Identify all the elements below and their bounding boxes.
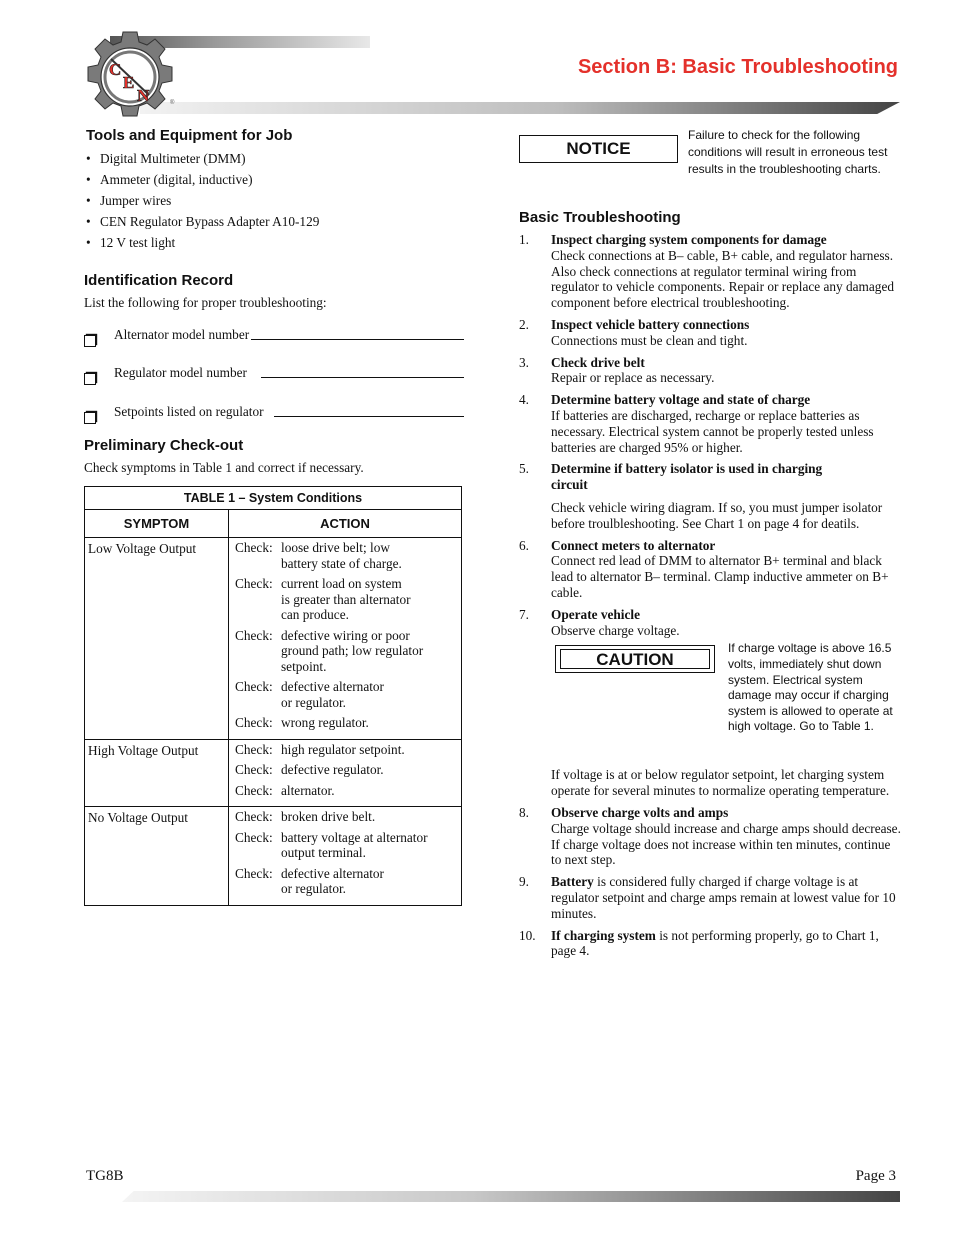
preliminary-heading: Preliminary Check-out — [84, 437, 244, 454]
step-number: 8. — [519, 804, 529, 820]
action-line: defective alternator — [281, 679, 384, 694]
list-item — [519, 607, 901, 799]
identification-heading: Identification Record — [84, 272, 234, 289]
basic-troubleshooting-heading: Basic Troubleshooting — [519, 209, 681, 226]
list-item — [519, 232, 901, 311]
check-label: Check: — [235, 576, 273, 591]
column-header-action: ACTION — [229, 510, 462, 538]
checkbox-icon[interactable] — [84, 373, 96, 385]
identification-intro: List the following for proper troubleshooting: — [84, 295, 327, 310]
action-line: defective wiring or poor — [281, 627, 410, 643]
step-text: Charge voltage should increase and charge amps should decrease. If charge voltage does not increase within ten minutes, continue to next step. — [551, 820, 901, 868]
action-line: high regulator setpoint. — [281, 741, 405, 757]
step-title: Connect meters to alternator — [551, 537, 716, 553]
table-caption: TABLE 1 – System Conditions — [85, 487, 462, 510]
symptom-cell: Low Voltage Output — [85, 538, 229, 740]
action-line: can produce. — [281, 607, 349, 622]
step-number: 10. — [519, 927, 536, 943]
step-title: Check drive belt — [551, 354, 645, 370]
list-item: • 12 V test light — [86, 232, 464, 253]
step-number: 3. — [519, 354, 529, 370]
footer-document-id: TG8B — [86, 1168, 124, 1184]
step-title: Battery — [551, 874, 594, 890]
step-text: Check vehicle wiring diagram. If so, you must jumper isolator before troulbleshooting. See Chart 1 on page 4 for deatils. — [551, 499, 883, 531]
tools-list — [86, 148, 464, 253]
check-label: Check: — [235, 627, 273, 643]
list-item: • Digital Multimeter (DMM) — [86, 148, 464, 169]
field-label: Regulator model number — [114, 365, 247, 380]
logo-letter-e: E — [123, 73, 135, 92]
action-item — [235, 783, 461, 799]
action-line: defective regulator. — [281, 762, 384, 777]
left-column — [84, 127, 464, 906]
system-conditions-table — [84, 486, 462, 906]
action-item — [235, 576, 461, 623]
step-text: is considered fully charged if charge voltage is at regulator setpoint and charge amps remain at lowest value for 10 minutes. — [551, 874, 896, 921]
logo-registered-mark: ® — [170, 100, 175, 106]
action-cell — [229, 739, 462, 807]
fill-in-line[interactable] — [261, 377, 464, 378]
tools-heading: Tools and Equipment for Job — [86, 127, 293, 144]
table-row — [85, 739, 462, 807]
action-line: wrong regulator. — [281, 715, 369, 730]
footer-decor-bar — [122, 1191, 900, 1202]
check-label: Check: — [235, 865, 273, 881]
caution-block — [551, 641, 901, 767]
logo-letter-n: N — [137, 86, 150, 105]
action-line: output terminal. — [281, 845, 366, 860]
action-line: is greater than alternator — [281, 591, 411, 607]
step-text: Check connections at B– cable, B+ cable, and regulator harness. Also check connections at regulator terminal wiring from regulator to vehicle components. Repair or replace any damaged component before electrical troubleshooting. — [551, 247, 894, 311]
action-line: current load on system — [281, 576, 402, 591]
list-item — [519, 392, 901, 455]
symptom-cell: No Voltage Output — [85, 807, 229, 906]
action-item — [235, 866, 461, 897]
notice-badge: NOTICE — [519, 135, 678, 163]
checkbox-icon[interactable] — [84, 335, 96, 347]
list-item — [519, 874, 901, 921]
check-label: Check: — [235, 782, 273, 798]
check-label: Check: — [235, 540, 273, 555]
caution-label: CAUTION — [560, 649, 710, 669]
action-item — [235, 742, 461, 758]
list-item: • Ammeter (digital, inductive) — [86, 169, 464, 190]
check-label: Check: — [235, 762, 273, 777]
action-item — [235, 540, 461, 571]
step-text: Connections must be clean and tight. — [551, 332, 748, 348]
fill-in-line[interactable] — [274, 416, 464, 417]
step-number: 2. — [519, 316, 529, 332]
troubleshooting-steps — [519, 232, 901, 965]
fill-in-line[interactable] — [251, 339, 464, 340]
step-text: Repair or replace as necessary. — [551, 370, 715, 386]
action-cell — [229, 538, 462, 740]
list-item — [519, 538, 901, 601]
logo-letter-c: C — [109, 60, 122, 79]
step-text: If voltage is at or below regulator setpoint, let charging system operate for several minutes to normalize operating temperature. — [551, 767, 890, 799]
check-label: Check: — [235, 715, 273, 730]
action-item — [235, 762, 461, 778]
step-title: Determine battery voltage and state of charge — [551, 392, 811, 408]
check-label: Check: — [235, 809, 273, 824]
list-item — [519, 805, 901, 868]
action-cell — [229, 807, 462, 906]
step-number: 1. — [519, 232, 529, 247]
list-item — [519, 461, 901, 531]
preliminary-intro: Check symptoms in Table 1 and correct if necessary. — [84, 460, 364, 475]
page-title: Section B: Basic Troubleshooting — [577, 56, 898, 78]
list-item — [519, 928, 901, 960]
step-text: If batteries are discharged, recharge or replace batteries as necessary. Electrical system cannot be properly tested unless batteries are charged 95% or higher. — [551, 407, 874, 455]
setpoints-field[interactable] — [84, 402, 464, 420]
list-item: • Jumper wires — [86, 190, 464, 211]
step-text: Observe charge voltage. — [551, 622, 680, 638]
footer-page-number: Page 3 — [855, 1168, 896, 1184]
check-label: Check: — [235, 679, 273, 694]
step-number: 5. — [519, 461, 529, 477]
action-line: setpoint. — [281, 658, 327, 674]
step-text: is not performing properly, go to Chart 1, page 4. — [551, 927, 879, 959]
action-line: or regulator. — [281, 694, 346, 710]
action-item — [235, 715, 461, 731]
step-title: Operate vehicle — [551, 606, 640, 622]
step-text: Connect red lead of DMM to alternator B+ terminal and black lead to alternator B– terminal. Clamp inductive ammeter on B+ cable. — [551, 553, 889, 600]
action-line: broken drive belt. — [281, 809, 376, 824]
step-number: 6. — [519, 537, 529, 553]
field-label: Alternator model number — [114, 327, 250, 342]
regulator-model-field[interactable] — [84, 363, 464, 381]
step-number: 9. — [519, 874, 529, 890]
action-item — [235, 628, 461, 675]
column-header-symptom: SYMPTOM — [85, 510, 229, 538]
step-number: 4. — [519, 392, 529, 408]
alternator-model-field[interactable] — [84, 325, 464, 343]
cen-gear-logo — [80, 30, 180, 125]
action-line: battery voltage at alternator — [281, 829, 428, 845]
caution-text: If charge voltage is above 16.5 volts, immediately shut down system. Electrical system damage may occur if charging system is allowed to operate at high voltage. Go to Table 1. — [728, 641, 893, 734]
step-title: Determine if battery isolator is used in charging circuit — [551, 461, 823, 493]
check-label: Check: — [235, 741, 273, 757]
list-item — [519, 355, 901, 387]
step-title: Inspect vehicle battery connections — [551, 316, 750, 332]
symptom-cell: High Voltage Output — [85, 739, 229, 807]
list-item — [519, 317, 901, 349]
list-item: • CEN Regulator Bypass Adapter A10-129 — [86, 211, 464, 232]
caution-badge — [555, 645, 715, 673]
checkbox-icon[interactable] — [84, 412, 96, 424]
action-item — [235, 830, 461, 861]
identification-fields — [84, 325, 464, 420]
action-line: or regulator. — [281, 881, 346, 896]
step-title: If charging system — [551, 927, 656, 943]
notice-text: Failure to check for the following conditions will result in erroneous test results in the troubleshooting charts. — [688, 128, 888, 176]
field-label: Setpoints listed on regulator — [114, 404, 264, 419]
action-line: alternator. — [281, 782, 335, 798]
step-title: Inspect charging system components for damage — [551, 232, 827, 247]
action-line: battery state of charge. — [281, 555, 402, 571]
step-title: Observe charge volts and amps — [551, 804, 729, 820]
action-item — [235, 809, 461, 825]
action-item — [235, 679, 461, 710]
action-line: loose drive belt; low — [281, 540, 390, 555]
action-line: defective alternator — [281, 865, 384, 881]
action-line: ground path; low regulator — [281, 643, 424, 658]
table-row — [85, 807, 462, 906]
header-decor-bar-bottom — [140, 102, 900, 114]
step-number: 7. — [519, 606, 529, 622]
table-row — [85, 538, 462, 740]
check-label: Check: — [235, 829, 273, 845]
